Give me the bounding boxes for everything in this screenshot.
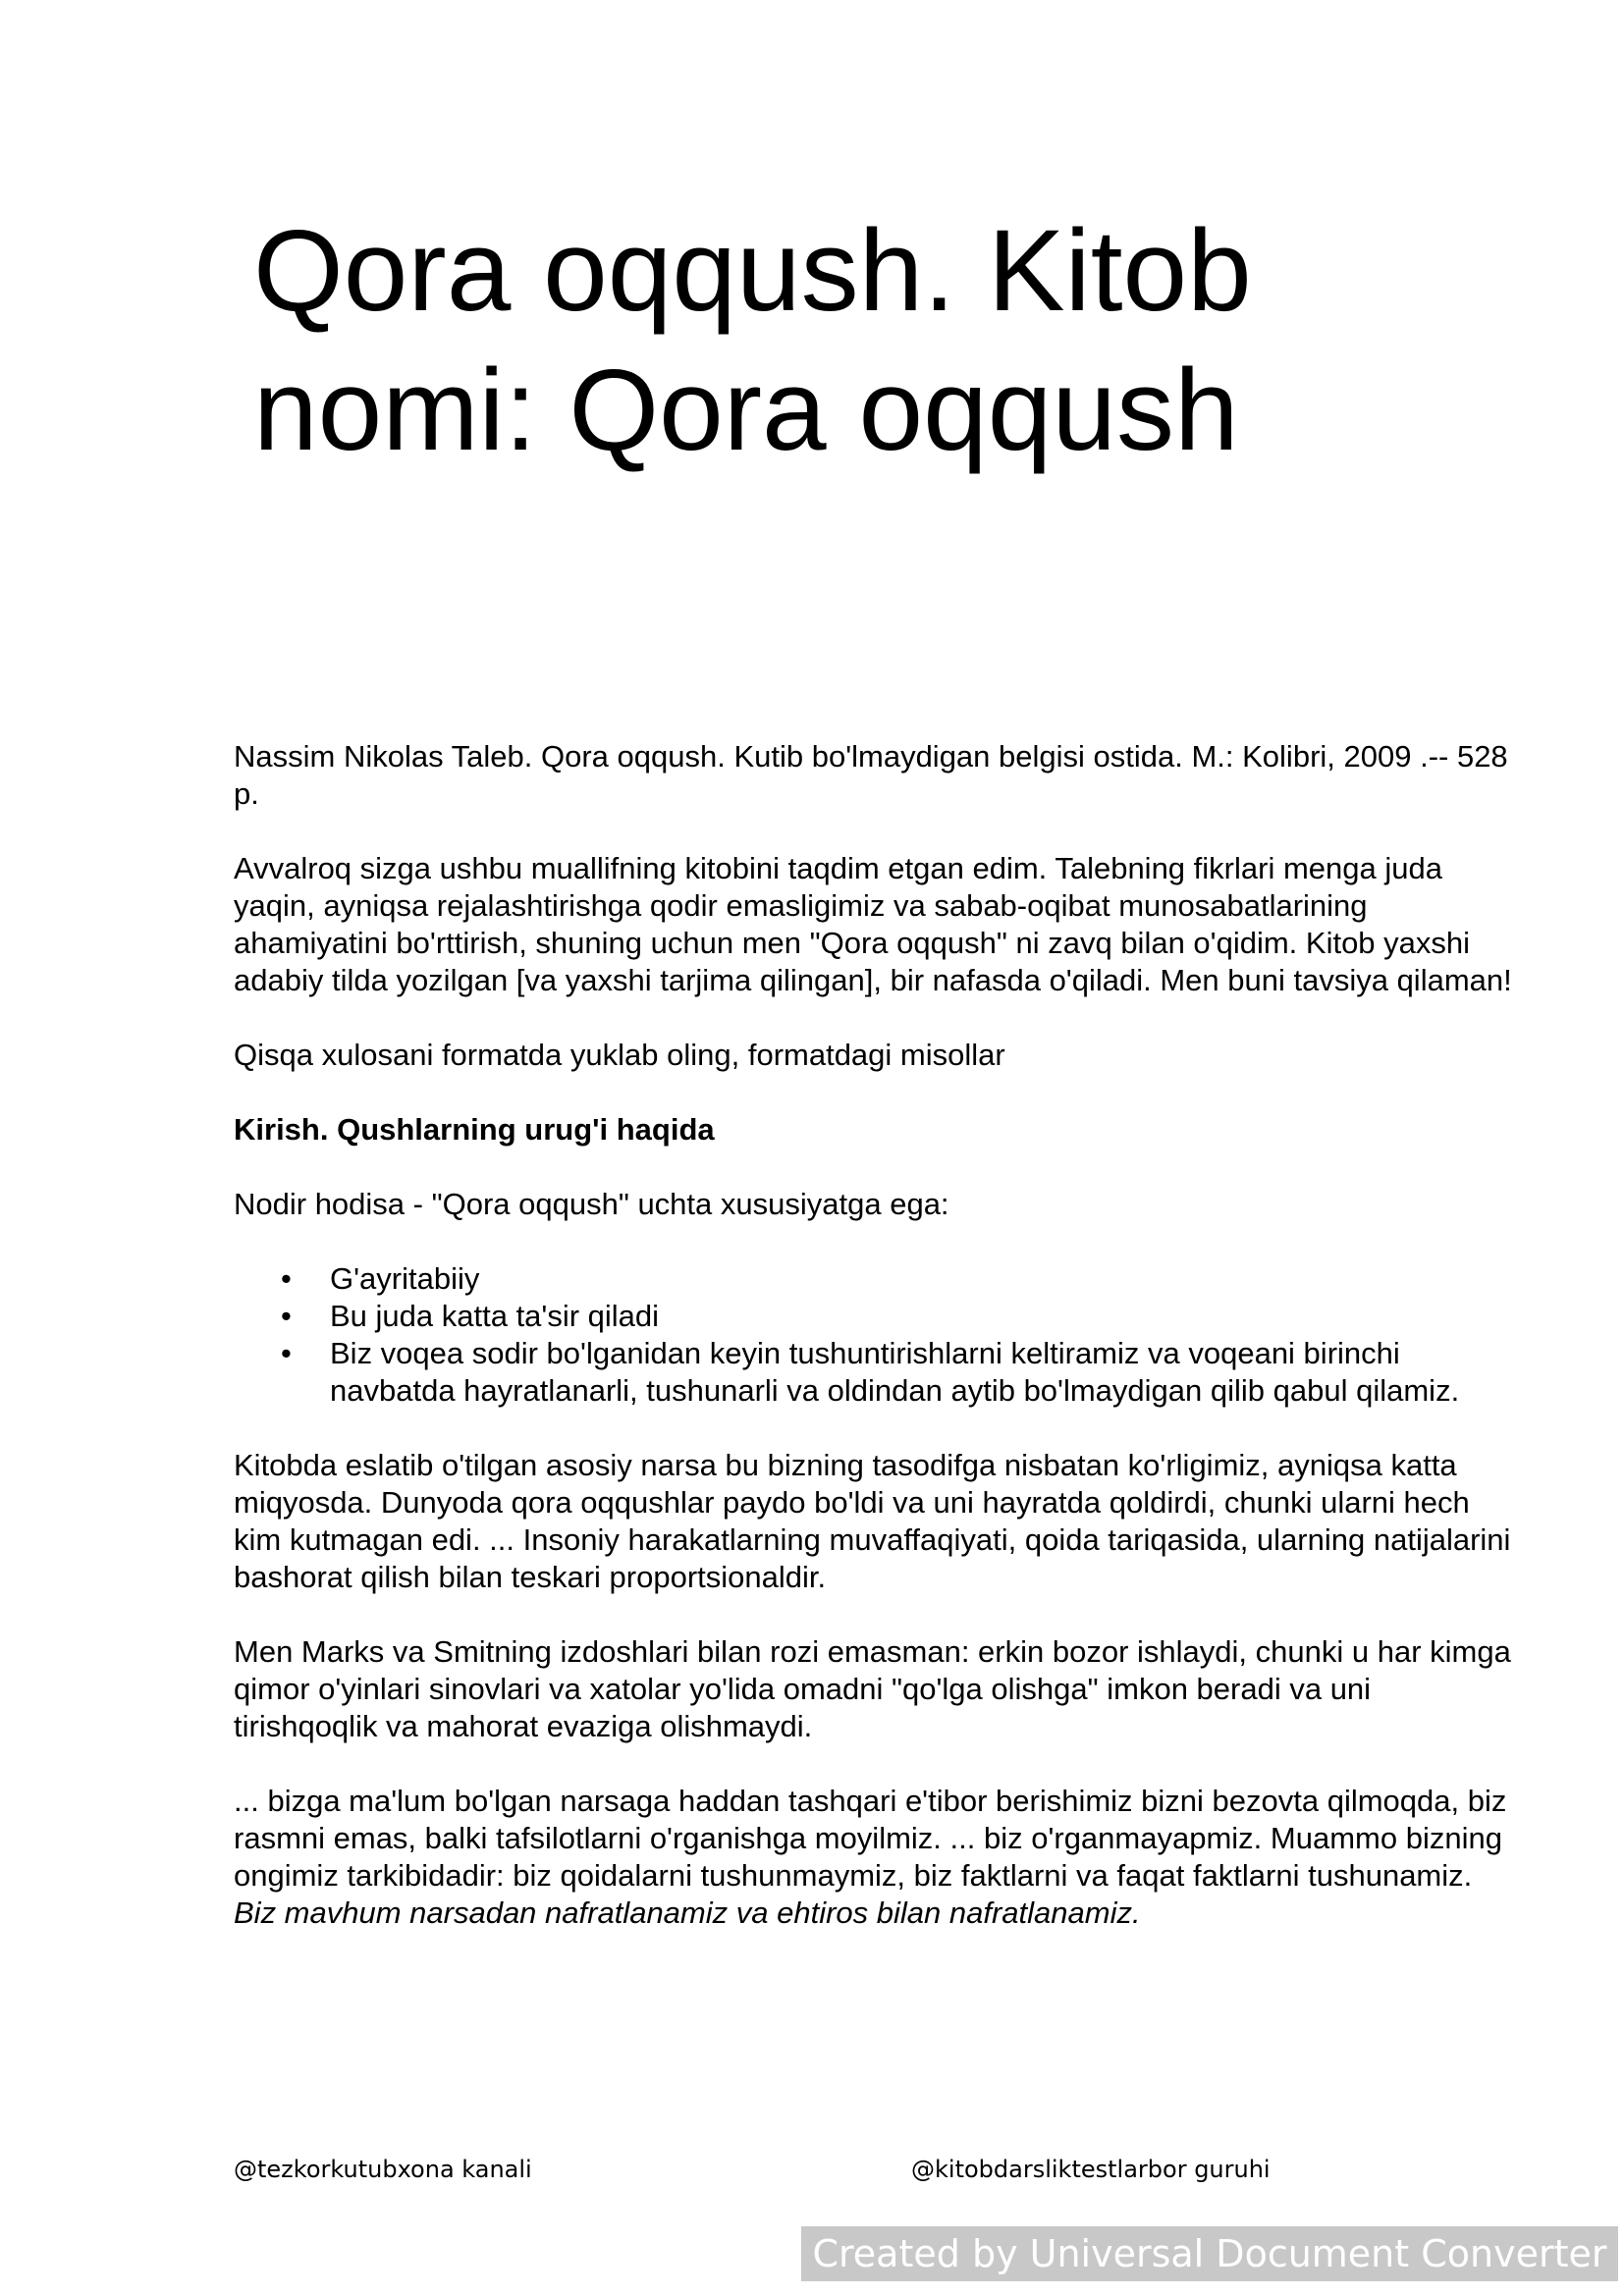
document-title: Qora oqqush. Kitob nomi: Qora oqqush (253, 206, 1252, 475)
footer-group: @kitobdarsliktestlarbor guruhi (911, 2156, 1271, 2183)
list-intro: Nodir hodisa - "Qora oqqush" uchta xususiyatga ega: (234, 1187, 949, 1221)
paragraph-facts-italic: Biz mavhum narsadan nafratlanamiz va ehtiros bilan nafratlanamiz. (234, 1896, 1141, 1930)
feature-list (234, 1260, 1520, 1410)
list-item: • Bu juda katta ta'sir qiladi (330, 1298, 1520, 1335)
citation: Nassim Nikolas Taleb. Qora oqqush. Kutib bo'lmaydigan belgisi ostida. M.: Kolibri, 2009 .-- 528 p. (234, 739, 1508, 811)
intro-paragraph: Avvalroq sizga ushbu muallifning kitobini taqdim etgan edim. Talebning fikrlari menga juda yaqin, ayniqsa rejalashtirishga qodir emasligimiz va sabab-oqibat munosabatlarining ahamiyatini bo'rttirish, shuning uchun men "Qora oqqush" ni zavq bilan o'qidim. Kitob yaxshi adabiy tilda yozilgan [va yaxshi tarjima qilingan], bir nafasda o'qiladi. Men buni tavsiya qilaman! (234, 851, 1512, 997)
download-note: Qisqa xulosani formatda yuklab oling, formatdagi misollar (234, 1038, 1005, 1072)
document-body (234, 738, 1520, 1969)
paragraph-facts (234, 1783, 1520, 1932)
paragraph-markets: Men Marks va Smitning izdoshlari bilan rozi emasman: erkin bozor ishlaydi, chunki u har kimga qimor o'yinlari sinovlari va xatolar yo'lida omadni "qo'lga olishga" imkon beradi va uni tirishqoqlik va mahorat evaziga olishmaydi. (234, 1634, 1511, 1743)
converter-watermark: Created by Universal Document Converter (801, 2226, 1618, 2281)
list-item: • G'ayritabiiy (330, 1260, 1520, 1298)
paragraph-facts-text: ... bizga ma'lum bo'lgan narsaga haddan tashqari e'tibor berishimiz bizni bezovta qilmoqda, biz rasmni emas, balki tafsilotlarni o'rganishga moyilmiz. ... biz o'rganmayapmiz. Muammo bizning ongimiz tarkibidadir: biz qoidalarni tushunmaymiz, biz faktlarni va faqat faktlarni tushunamiz. (234, 1784, 1507, 1893)
list-item: • Biz voqea sodir bo'lganidan keyin tushuntirishlarni keltiramiz va voqeani birinchi navbatda hayratlanarli, tushunarli va oldindan aytib bo'lmaydigan qilib qabul qilamiz. (330, 1335, 1520, 1410)
section-heading: Kirish. Qushlarning urug'i haqida (234, 1112, 715, 1147)
footer-channel: @tezkorkutubxona kanali (234, 2156, 532, 2183)
paragraph-blindness: Kitobda eslatib o'tilgan asosiy narsa bu bizning tasodifga nisbatan ko'rligimiz, ayniqsa katta miqyosda. Dunyoda qora oqqushlar paydo bo'ldi va uni hayratda qoldirdi, chunki ularni hech kim kutmagan edi. ... Insoniy harakatlarning muvaffaqiyati, qoida tariqasida, ularning natijalarini bashorat qilish bilan teskari proportsionaldir. (234, 1448, 1511, 1594)
